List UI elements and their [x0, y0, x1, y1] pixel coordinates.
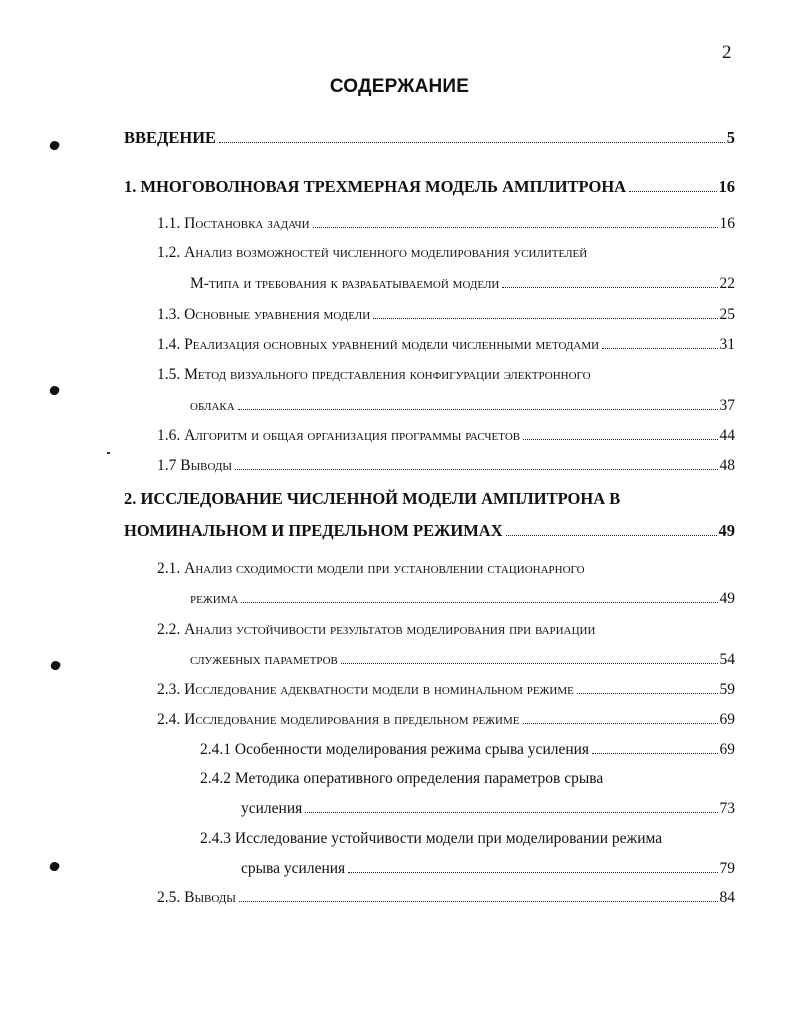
toc-entry[interactable] [190, 397, 735, 415]
toc-entry-continuation: усиления [241, 800, 303, 817]
toc-entry[interactable] [124, 128, 735, 148]
toc-entry-continuation: облака [190, 397, 235, 414]
toc-entry-label: 2.1. Анализ сходимости модели при установлении стационарного [157, 560, 585, 577]
toc-entry-label: 2.5. Выводы [157, 889, 236, 906]
dot-leader [502, 287, 717, 288]
toc-entry-label: 1.7 Выводы [157, 457, 233, 474]
toc-page-number: 31 [719, 336, 735, 353]
toc-entry-label: 1. МНОГОВОЛНОВАЯ ТРЕХМЕРНАЯ МОДЕЛЬ АМПЛИТРОНА [124, 177, 627, 196]
toc-page-number: 49 [718, 521, 735, 540]
toc-entry-label: 1.2. Анализ возможностей численного моделирования усилителей [157, 244, 588, 261]
scan-speck [107, 452, 110, 454]
toc-entry-label: 2. ИССЛЕДОВАНИЕ ЧИСЛЕННОЙ МОДЕЛИ АМПЛИТРОНА В [124, 489, 621, 508]
dot-leader [235, 469, 717, 470]
toc-entry-label: 1.6. Алгоритм и общая организация программы расчетов [157, 427, 521, 444]
toc-entry[interactable] [157, 711, 735, 729]
toc-page-number: 79 [719, 860, 735, 877]
toc-page-number: 48 [719, 457, 735, 474]
toc-entry[interactable] [190, 651, 735, 669]
page-title: СОДЕРЖАНИЕ [329, 76, 470, 97]
dot-leader [373, 318, 717, 319]
toc-entry-label: 1.5. Метод визуального представления конфигурации электронного [157, 366, 591, 383]
toc-entry-continuation: режима [190, 590, 239, 607]
binder-hole-mark [49, 140, 61, 152]
dot-leader [523, 439, 717, 440]
toc-entry[interactable] [157, 681, 735, 699]
toc-entry-label: 2.3. Исследование адекватности модели в номинальном режиме [157, 681, 574, 698]
toc-page-number: 25 [719, 306, 735, 323]
toc-page-number: 69 [719, 711, 735, 728]
toc-entry[interactable] [241, 800, 735, 818]
toc-entry-continuation: срыва усиления [241, 860, 346, 877]
dot-leader [219, 142, 725, 143]
toc-entry-label: 2.4.1 Особенности моделирования режима срыва усиления [200, 741, 590, 758]
page-number: 2 [722, 42, 732, 63]
toc-entry[interactable] [190, 275, 735, 293]
dot-leader [238, 409, 718, 410]
toc-entry-label: 1.1. Постановка задачи [157, 215, 310, 232]
toc-page-number: 54 [719, 651, 735, 668]
toc-entry-label: 1.4. Реализация основных уравнений модели численными методами [157, 336, 600, 353]
dot-leader [577, 693, 718, 694]
toc-page-number: 59 [719, 681, 735, 698]
toc-entry[interactable] [157, 306, 735, 324]
toc-entry-label: 2.4.3 Исследование устойчивости модели при моделировании режима [200, 830, 663, 847]
toc-entry-label: 1.3. Основные уравнения модели [157, 306, 371, 323]
toc-page-number: 37 [719, 397, 735, 414]
toc-page-number: 5 [726, 128, 735, 147]
toc-page-number: 49 [719, 590, 735, 607]
toc-entry-label: 2.4.2 Методика оперативного определения параметров срыва [200, 770, 604, 787]
toc-entry[interactable] [157, 336, 735, 354]
toc-entry[interactable] [241, 860, 735, 878]
dot-leader [239, 901, 718, 902]
toc-page-number: 69 [719, 741, 735, 758]
toc-entry[interactable] [124, 521, 735, 541]
toc-page-number: 44 [719, 427, 735, 444]
toc-entry-continuation: М-типа и требования к разрабатываемой модели [190, 275, 500, 292]
dot-leader [602, 348, 717, 349]
toc-entry[interactable] [200, 741, 735, 759]
dot-leader [348, 872, 717, 873]
toc-entry-label: 2.4. Исследование моделирования в предельном режиме [157, 711, 520, 728]
binder-hole-mark [49, 861, 61, 873]
toc-entry-label: ВВЕДЕНИЕ [124, 128, 217, 147]
binder-hole-mark [50, 660, 62, 672]
toc-entry[interactable] [157, 427, 735, 445]
dot-leader [241, 602, 717, 603]
toc-page-number: 22 [719, 275, 735, 292]
dot-leader [523, 723, 718, 724]
dot-leader [313, 227, 718, 228]
dot-leader [305, 812, 717, 813]
dot-leader [506, 535, 717, 536]
toc-entry-continuation: служебных параметров [190, 651, 338, 668]
binder-hole-mark [49, 385, 61, 397]
toc-entry[interactable] [157, 889, 735, 907]
dot-leader [341, 663, 718, 664]
toc-entry[interactable] [124, 177, 735, 197]
toc-page-number: 73 [719, 800, 735, 817]
toc-entry[interactable] [157, 457, 735, 475]
toc-page-number: 16 [719, 215, 735, 232]
toc-entry-label: 2.2. Анализ устойчивости результатов моделирования при вариации [157, 621, 596, 638]
toc-entry[interactable] [157, 215, 735, 233]
dot-leader [629, 191, 716, 192]
toc-page-number: 16 [718, 177, 735, 196]
toc-entry[interactable] [190, 590, 735, 608]
dot-leader [592, 753, 717, 754]
toc-entry-continuation: НОМИНАЛЬНОМ И ПРЕДЕЛЬНОМ РЕЖИМАХ [124, 521, 503, 540]
toc-page-number: 84 [719, 889, 735, 906]
